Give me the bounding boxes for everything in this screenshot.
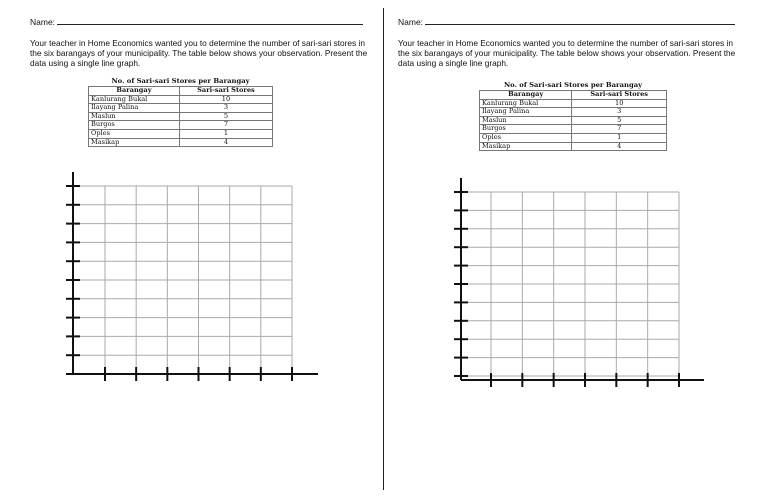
header-barangay: Barangay bbox=[480, 91, 572, 100]
stores-cell: 4 bbox=[179, 138, 272, 147]
stores-cell: 7 bbox=[179, 121, 272, 130]
blank-line-graph-grid bbox=[446, 176, 708, 386]
barangay-cell: Ilayang Palina bbox=[480, 108, 572, 117]
barangay-cell: Maslun bbox=[89, 112, 180, 121]
barangay-cell: Kanlurang Bukal bbox=[480, 99, 572, 108]
name-blank-line[interactable] bbox=[425, 16, 735, 25]
barangay-cell: Burgos bbox=[480, 125, 572, 134]
stores-cell: 5 bbox=[572, 116, 667, 125]
instructions-text: Your teacher in Home Economics wanted you to determine the number of sari-sari stores in the six barangays of your municipality. The table below shows your observation. Present the data using a single line graph. bbox=[398, 38, 736, 68]
barangay-cell: Burgos bbox=[89, 121, 180, 130]
barangay-cell: Masikap bbox=[89, 138, 180, 147]
table-row bbox=[480, 133, 667, 142]
name-field[interactable] bbox=[30, 16, 363, 27]
blank-line-graph-grid bbox=[60, 170, 325, 386]
stores-cell: 1 bbox=[179, 129, 272, 138]
table-row bbox=[480, 116, 667, 125]
table-row bbox=[480, 108, 667, 117]
name-blank-line[interactable] bbox=[57, 16, 363, 25]
stores-cell: 10 bbox=[572, 99, 667, 108]
stores-cell: 5 bbox=[179, 112, 272, 121]
instructions-text: Your teacher in Home Economics wanted you to determine the number of sari-sari stores in the six barangays of your municipality. The table below shows your observation. Present the data using a single line graph. bbox=[30, 38, 368, 68]
table-row bbox=[89, 121, 273, 130]
barangay-cell: Masikap bbox=[480, 142, 572, 151]
stores-cell: 3 bbox=[572, 108, 667, 117]
stores-cell: 3 bbox=[179, 104, 272, 113]
stores-cell: 10 bbox=[179, 95, 272, 104]
table-title: No. of Sari-sari Stores per Barangay bbox=[503, 81, 643, 89]
name-field[interactable] bbox=[398, 16, 735, 27]
worksheet-right bbox=[386, 0, 768, 503]
name-label: Name: bbox=[30, 17, 56, 27]
table-title: No. of Sari-sari Stores per Barangay bbox=[111, 77, 250, 85]
header-stores: Sari-sari Stores bbox=[179, 87, 272, 96]
stores-cell: 4 bbox=[572, 142, 667, 151]
table-row bbox=[89, 104, 273, 113]
table-header-row bbox=[89, 87, 273, 96]
table-row bbox=[480, 142, 667, 151]
barangay-cell: Kanlurang Bukal bbox=[89, 95, 180, 104]
stores-table bbox=[479, 90, 667, 151]
barangay-cell: Maslun bbox=[480, 116, 572, 125]
data-table-block bbox=[88, 77, 273, 147]
table-row bbox=[480, 125, 667, 134]
stores-cell: 1 bbox=[572, 133, 667, 142]
name-label: Name: bbox=[398, 17, 424, 27]
table-row bbox=[89, 129, 273, 138]
table-row bbox=[89, 112, 273, 121]
header-stores: Sari-sari Stores bbox=[572, 91, 667, 100]
barangay-cell: Oples bbox=[89, 129, 180, 138]
header-barangay: Barangay bbox=[89, 87, 180, 96]
stores-cell: 7 bbox=[572, 125, 667, 134]
table-header-row bbox=[480, 91, 667, 100]
barangay-cell: Oples bbox=[480, 133, 572, 142]
stores-table bbox=[88, 86, 273, 147]
table-row bbox=[89, 138, 273, 147]
data-table-block bbox=[479, 81, 667, 151]
barangay-cell: Ilayang Palina bbox=[89, 104, 180, 113]
